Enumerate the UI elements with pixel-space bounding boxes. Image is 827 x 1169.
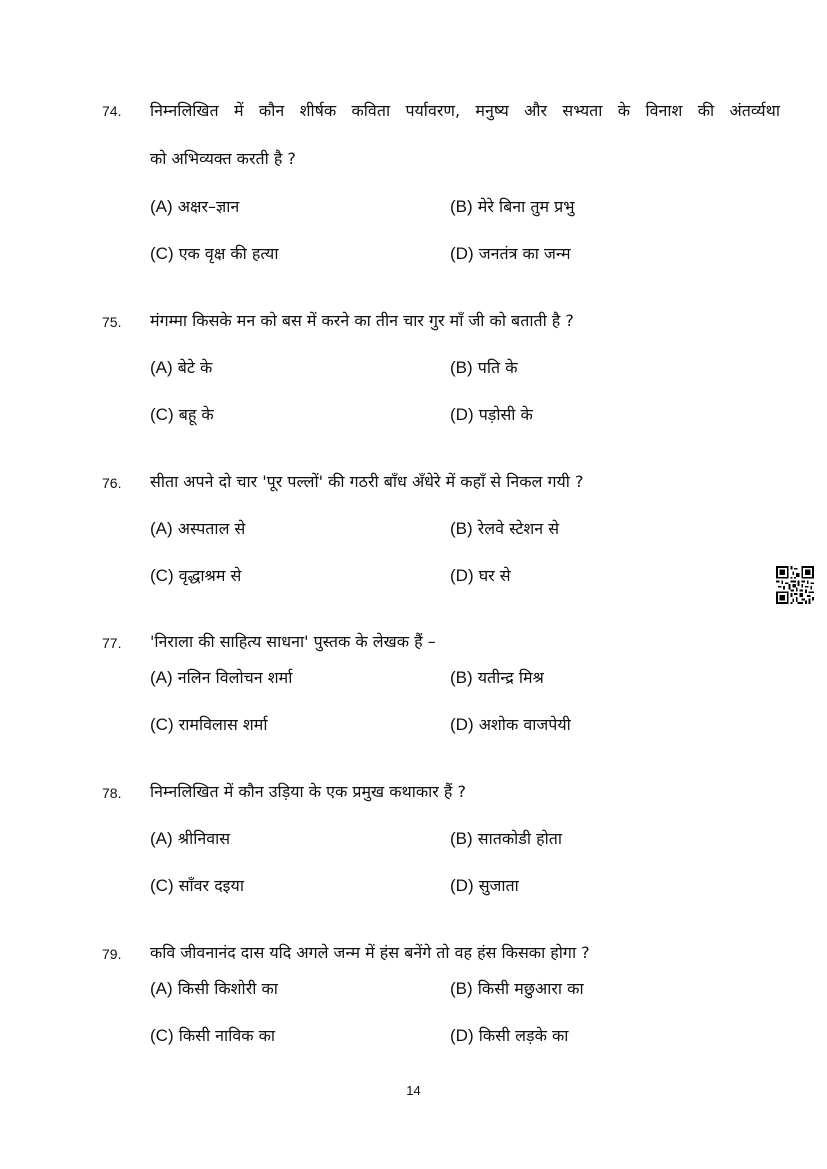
question-number: 75.: [102, 314, 122, 330]
option-text: वृद्धाश्रम से: [178, 566, 242, 585]
option-d: [450, 403, 533, 425]
option-label: (B): [450, 358, 473, 377]
option-text: एक वृक्ष की हत्या: [178, 244, 279, 263]
option-c: [150, 564, 241, 586]
option-label: (B): [450, 197, 473, 216]
option-text: पति के: [477, 358, 518, 377]
option-text: जनतंत्र का जन्म: [478, 244, 571, 263]
option-text: यतीन्द्र मिश्र: [477, 668, 544, 687]
option-a: [150, 195, 239, 217]
question-number: 79.: [102, 946, 122, 962]
option-b: [450, 666, 544, 688]
option-c: [150, 713, 268, 735]
option-b: [450, 977, 584, 999]
option-label: (C): [150, 405, 174, 424]
option-label: (A): [150, 197, 173, 216]
option-label: (A): [150, 829, 173, 848]
option-text: पड़ोसी के: [478, 405, 533, 424]
option-label: (D): [450, 715, 474, 734]
option-text: घर से: [478, 566, 511, 585]
question-text: सीता अपने दो चार 'पूर पल्लों' की गठरी बाँध अँधेरे में कहाँ से निकल गयी ?: [150, 472, 584, 491]
option-label: (A): [150, 358, 173, 377]
option-label: (A): [150, 519, 173, 538]
option-text: किसी लड़के का: [478, 1026, 569, 1045]
option-text: किसी मछुआरा का: [477, 979, 584, 998]
question-text: कवि जीवनानंद दास यदि अगले जन्म में हंस बनेंगे तो वह हंस किसका होगा ?: [150, 943, 590, 962]
option-a: [150, 977, 278, 999]
option-label: (D): [450, 566, 474, 585]
option-label: (D): [450, 876, 474, 895]
option-text: रामविलास शर्मा: [178, 715, 268, 734]
option-text: श्रीनिवास: [177, 829, 231, 848]
question-text: निम्नलिखित में कौन उड़िया के एक प्रमुख कथाकार हैं ?: [150, 782, 466, 801]
question-number: 76.: [102, 475, 122, 491]
option-d: [450, 564, 511, 586]
option-a: [150, 827, 230, 849]
option-label: (C): [150, 244, 174, 263]
option-c: [150, 403, 214, 425]
qr-code-icon: [776, 566, 814, 604]
option-label: (D): [450, 405, 474, 424]
option-d: [450, 1024, 568, 1046]
option-text: किसी किशोरी का: [177, 979, 278, 998]
option-label: (A): [150, 979, 173, 998]
option-text: सुजाता: [478, 876, 519, 895]
option-label: (D): [450, 244, 474, 263]
option-label: (B): [450, 668, 473, 687]
question-number: 74.: [102, 103, 122, 119]
option-b: [450, 827, 562, 849]
question-text: मंगम्मा किसके मन को बस में करने का तीन चार गुर माँ जी को बताती है ?: [150, 311, 574, 330]
question-text: 'निराला की साहित्य साधना' पुस्तक के लेखक हैं –: [150, 632, 436, 651]
option-c: [150, 242, 278, 264]
option-label: (B): [450, 979, 473, 998]
option-c: [150, 1024, 275, 1046]
option-d: [450, 874, 519, 896]
option-text: बहू के: [178, 405, 214, 424]
option-text: अक्षर–ज्ञान: [177, 197, 240, 216]
option-text: सातकोडी होता: [477, 829, 562, 848]
option-b: [450, 195, 574, 217]
option-c: [150, 874, 244, 896]
question-text-continued: को अभिव्यक्त करती है ?: [150, 149, 296, 168]
option-label: (B): [450, 519, 473, 538]
option-text: किसी नाविक का: [178, 1026, 276, 1045]
option-d: [450, 242, 571, 264]
question-text: निम्नलिखित में कौन शीर्षक कविता पर्यावरण, मनुष्य और सभ्यता के विनाश की अंतर्व्यथा: [150, 101, 780, 120]
option-d: [450, 713, 571, 735]
option-label: (D): [450, 1026, 474, 1045]
option-b: [450, 517, 559, 539]
option-text: अस्पताल से: [177, 519, 246, 538]
question-number: 77.: [102, 635, 122, 651]
option-text: अशोक वाजपेयी: [478, 715, 571, 734]
option-text: मेरे बिना तुम प्रभु: [477, 197, 575, 216]
option-label: (C): [150, 876, 174, 895]
option-b: [450, 356, 518, 378]
option-a: [150, 356, 212, 378]
option-text: बेटे के: [177, 358, 213, 377]
question-number: 78.: [102, 785, 122, 801]
option-label: (A): [150, 668, 173, 687]
option-a: [150, 666, 292, 688]
option-text: नलिन विलोचन शर्मा: [177, 668, 293, 687]
option-label: (B): [450, 829, 473, 848]
option-label: (C): [150, 1026, 174, 1045]
page-number: 14: [406, 1083, 421, 1098]
option-label: (C): [150, 566, 174, 585]
option-label: (C): [150, 715, 174, 734]
option-a: [150, 517, 245, 539]
option-text: साँवर दइया: [178, 876, 244, 895]
option-text: रेलवे स्टेशन से: [477, 519, 560, 538]
